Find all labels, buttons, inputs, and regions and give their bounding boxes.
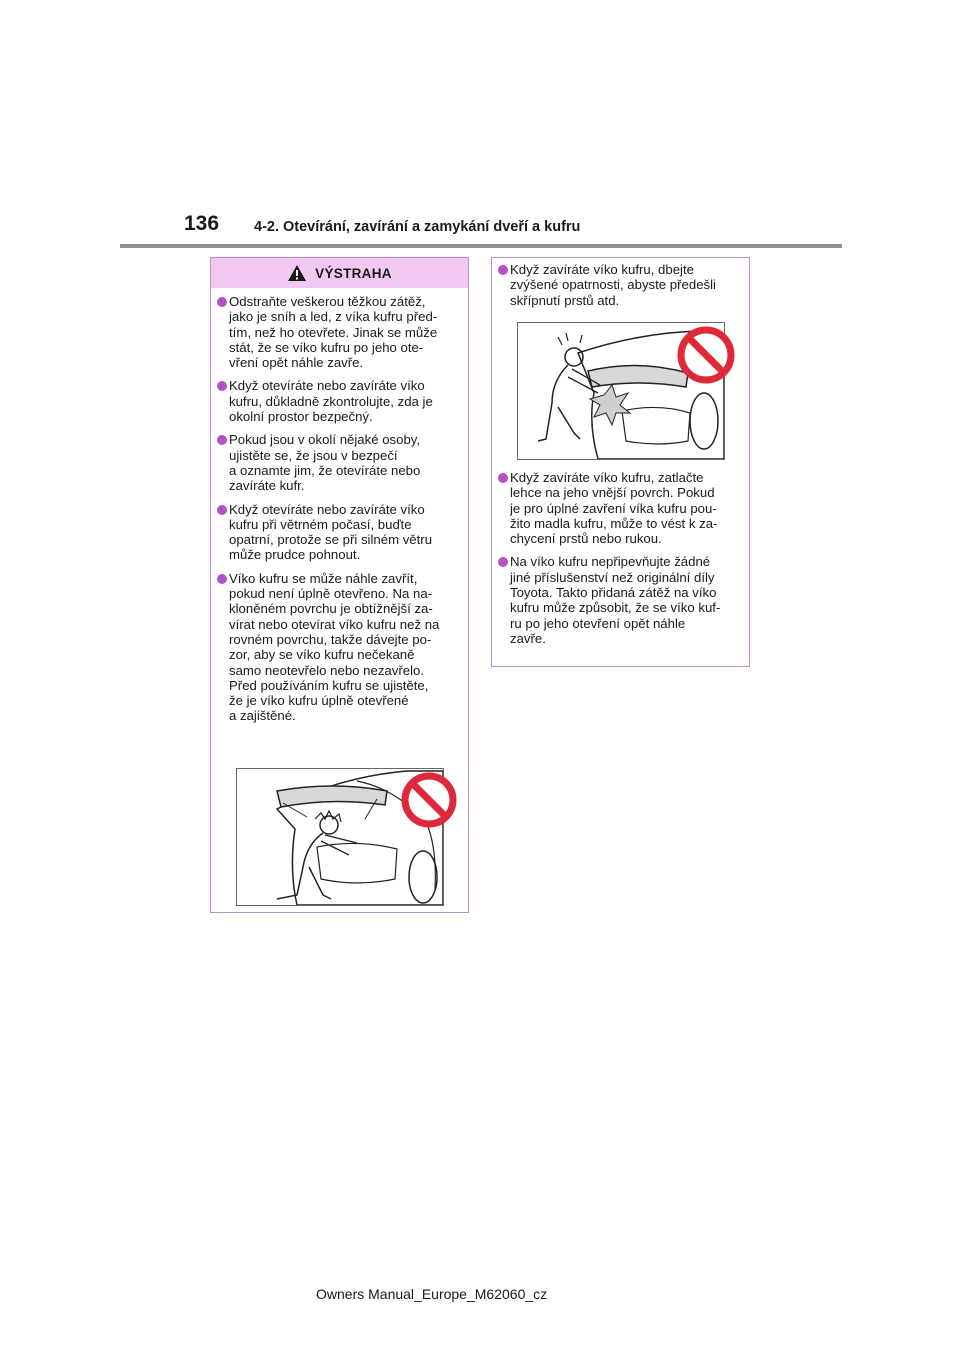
prohibition-sign-icon (399, 770, 459, 830)
warning-list-item (211, 502, 468, 563)
warning-list-item-text: Když zavíráte víko kufru, zatlačte lehce na jeho vnější povrch. Pokud je pro úplné zavření víka kufru pou- žito madla kufru, může to vést k za- chycení prstů nebo rukou. (510, 470, 718, 547)
bullet-dot-icon (217, 435, 227, 445)
warning-header (211, 258, 468, 288)
warning-list-item-text: Víko kufru se může náhle zavřít, pokud není úplně otevřeno. Na na- kloněném povrchu je obtížnější za- vírat nebo otevírat víko kufru než na rovném povrchu, takže dávejte po- zor, aby se víko kufru nečekaně samo neotevřelo nebo nezavřelo. Před používáním kufru se ujistěte, že je víko kufru úplně otevřené a zajištěné. (229, 570, 440, 724)
bullet-dot-icon (217, 505, 227, 515)
bullet-dot-icon (498, 557, 508, 567)
section-title: 4-2. Otevírání, zavírání a zamykání dveří a kufru (254, 219, 581, 235)
warning-list-item (211, 571, 468, 724)
footer-text: Owners Manual_Europe_M62060_cz (316, 1286, 548, 1302)
warning-list-item-text: Pokud jsou v okolí nějaké osoby, ujistěte se, že jsou v bezpečí a oznamte jim, že otevíráte nebo zavíráte kufr. (229, 432, 421, 494)
warning-list-item-text: Odstraňte veškerou těžkou zátěž, jako je sníh a led, z víka kufru před- tím, než ho otevřete. Jinak se může stát, že se víko kufru po jeho ote- vření opět náhle zavře. (229, 294, 438, 371)
warning-box-right (491, 257, 750, 667)
warning-list-item-text: Na víko kufru nepřipevňujte žádné jiné příslušenství než originální díly Toyota. Takto přidaná zátěž na víko kufru může způsobit, že se víko kuf- ru po jeho otevření opět náhle zavře. (510, 554, 721, 646)
page-number: 136 (184, 212, 220, 235)
warning-list-item (492, 554, 749, 646)
warning-list-left (211, 294, 468, 732)
warning-list-item-text: Když otevíráte nebo zavíráte víko kufru při větrném počasí, buďte opatrní, protože se při silném větru může prudce pohnout. (229, 501, 433, 563)
warning-list-right-top (492, 262, 749, 316)
warning-list-item-text: Když otevíráte nebo zavíráte víko kufru, důkladně zkontrolujte, zda je okolní prostor bezpečný. (229, 378, 433, 425)
bullet-dot-icon (217, 381, 227, 391)
warning-list-item (492, 470, 749, 546)
prohibition-sign-icon (675, 324, 737, 386)
warning-box-left (210, 257, 469, 913)
bullet-dot-icon (498, 473, 508, 483)
warning-label: VÝSTRAHA (315, 265, 392, 281)
warning-list-item (492, 262, 749, 308)
warning-triangle-icon (287, 264, 307, 282)
warning-list-right-bottom (492, 470, 749, 654)
header-divider (120, 244, 842, 248)
warning-list-item (211, 294, 468, 370)
warning-list-item-text: Když zavíráte víko kufru, dbejte zvýšené opatrnosti, abyste předešli skřípnutí prstů atd. (510, 262, 716, 308)
bullet-dot-icon (498, 265, 508, 275)
bullet-dot-icon (217, 574, 227, 584)
bullet-dot-icon (217, 297, 227, 307)
warning-list-item (211, 378, 468, 424)
warning-list-item (211, 432, 468, 493)
